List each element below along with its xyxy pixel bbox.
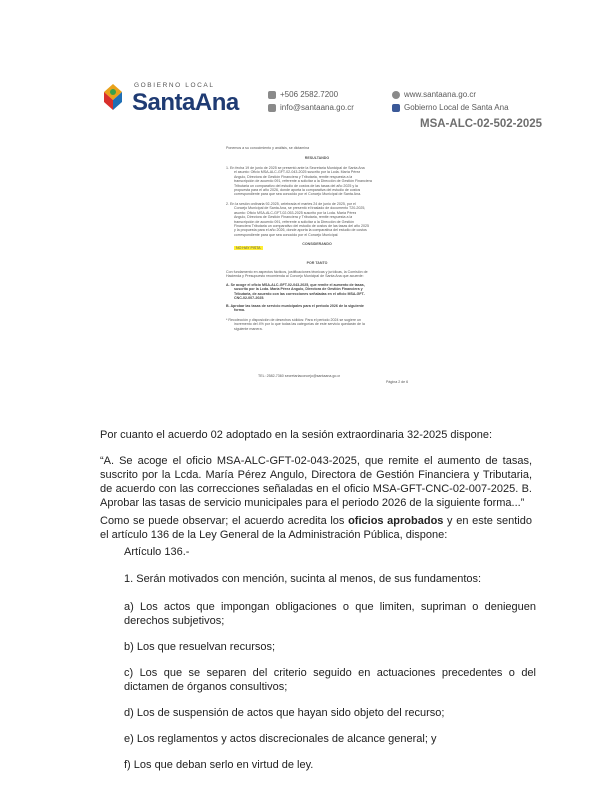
contact-left (268, 88, 354, 114)
embed-r1-line: propuesta para el año 2026, donde aporta la comparativa del estudio de costos (234, 188, 361, 192)
article-item-b: b) Los que resuelvan recursos; (124, 641, 276, 653)
embed-pb-line: forma. (234, 308, 245, 313)
embed-pb-line: B. Aprobar las tasas de servicio municipales para el periodo 2026 de la siguiente (226, 304, 364, 308)
embed-r1-line: correspondiente para que sea conocido por el Concejo Municipal de Santa Ana. (234, 192, 362, 197)
article-item-f: f) Los que deban serlo en virtud de ley. (124, 759, 314, 771)
embed-r1-line: Tributaria un comparativo del estudio de costos de las tasas del año 2025 y la (234, 183, 358, 188)
facebook-icon (392, 104, 400, 112)
embed-pa-line: CNC-02-007-2025. (234, 296, 265, 301)
embedded-document-image (222, 140, 412, 386)
document-reference: MSA-ALC-02-502-2025 (420, 118, 543, 130)
article-item-e: e) Los reglamentos y actos discrecionales de alcance general; y (124, 733, 437, 745)
embed-pa-line: suscrito por la Lcda. María Pérez Angulo, Directora de Gestión Financiera y (234, 287, 363, 292)
facebook-text: Gobierno Local de Santa Ana (404, 103, 509, 112)
phone-icon (268, 91, 276, 99)
article-item-d: d) Los de suspensión de actos que hayan sido objeto del recurso; (124, 707, 445, 719)
embed-pa-line: Tributaria, de acuerdo con las correcciones señaladas en el oficio MSA-GFT- (234, 291, 365, 296)
embed-r2-line: transcripción de acuerdo 091, referente a solicitar a la Dirección de Gestión (234, 219, 355, 224)
website-row (392, 88, 509, 101)
embed-considerando-title: CONSIDERANDO (302, 242, 332, 246)
embed-r2-line: asunto: Oficio MSA-ALC-GFT-02-053-2025 suscrito por la Lcda. María Pérez (234, 210, 357, 215)
embed-r2-line: Concejo Municipal de Santa Ana, se presentó el traslado de documento T20-2025, (234, 206, 366, 211)
article-item-1: 1. Serán motivados con mención, sucinta al menos, de sus fundamentos: (124, 573, 482, 585)
embed-footnote-line: * Recolección y disposición de desechos sólidos: Para el periodo 2024 se sugiere un (226, 318, 362, 322)
embed-pt-line: Hacienda y Presupuesto recomienda al Concejo Municipal de Santa Ana que acuerde: (226, 274, 364, 279)
phone-text: +506 2582.7200 (280, 90, 339, 99)
embed-pa-line: A. Se acoge el oficio MSA-ALC-GFT-02-043-2025, que remite el aumento de tasas, (226, 283, 365, 287)
email-text: info@santaana.go.cr (280, 103, 354, 112)
embed-r1-line: el asunto: Oficio MSA-ALC-GFT-02-043-2025 suscrito por la Lcda. María Pérez (234, 170, 361, 175)
web-icon (392, 91, 400, 99)
embed-r2-line: Angulo, Directora de Gestión Financiera y Tributaria, remite respuesta a la (234, 215, 353, 220)
embed-r1-line: Angulo, Directora de Gestión Financiera y Tributaria, remite respuesta a la (234, 174, 353, 179)
embed-intro: Ponemos a su conocimiento y análisis, se dictamina (226, 146, 310, 150)
analysis-text-1: Como se puede observar; el acuerdo acredita los (100, 515, 349, 527)
analysis-text-2: y en este sentido el artículo 136 de la Ley General de la Administración Pública, dispone: (100, 515, 532, 541)
website-text: www.santaana.go.cr (404, 90, 477, 99)
paragraph-analysis (100, 514, 532, 542)
embed-r2-line: Financiera Tributaria un comparativo del estudio de costos de las tasas del año 2025 (234, 224, 370, 228)
embed-footnote-line: incremento del 4% por lo que todas las categorías de este servicio quedarán de la (234, 322, 365, 327)
embed-r1-line: 1. En fecha 19 de junio de 2025 se presentó ante la Secretaría Municipal de Santa Ana (226, 166, 365, 170)
facebook-row (392, 101, 509, 114)
article-heading: Artículo 136.- (124, 546, 190, 558)
paragraph-intro: Por cuanto el acuerdo 02 adoptado en la sesión extraordinaria 32-2025 dispone: (100, 429, 492, 441)
embed-r1-line: transcripción de acuerdo 091, referente a solicitar a la Dirección de Gestión Financiera (234, 179, 372, 184)
contact-right (392, 88, 509, 114)
embed-por-tanto-title: POR TANTO (306, 261, 328, 265)
phone-row (268, 88, 354, 101)
logo-top-text: GOBIERNO LOCAL (134, 82, 215, 89)
embed-resultando-title: RESULTANDO (304, 156, 330, 160)
quoted-agreement: “A. Se acoge el oficio MSA-ALC-GFT-02-043-2025, que remite el aumento de tasas, suscrito por la Lcda. María Pérez Angulo, Directora de Gestión Financiera y Tributaria, de acuerdo con las correcciones señaladas en el oficio MSA-GFT-CNC-02-007-2025. B. Aprobar las tasas de servicio municipales para el periodo 2026 de la siguiente forma...” (100, 455, 532, 509)
embed-page-number: Página 2 de 6 (386, 380, 409, 384)
embed-r2-line: correspondiente para que sea conocido por el Concejo Municipal. (234, 232, 339, 237)
article-item-a: a) Los actos que impongan obligaciones o que limiten, supriman o denieguen derechos subjetivos; (124, 601, 536, 627)
embed-highlight-text: NO HAY PISTA (236, 246, 261, 250)
embed-footer: TEL: 2582-7360 secretariaconcejo@santaana.go.cr (258, 374, 341, 378)
article-item-c: c) Los que se separen del criterio seguido en actuaciones precedentes o del dictamen de órganos consultivos; (124, 667, 536, 693)
municipal-logo (100, 80, 260, 120)
logo-main-text: SantaAna (132, 89, 239, 116)
embed-pt-line: Con fundamento en aspectos fácticos, justificaciones técnicas y jurídicas, la Comisión de (226, 270, 368, 274)
embed-highlight (234, 246, 263, 250)
embed-r2-line: 2. En la sesión ordinaria 92-2025, celebrada el martes 24 de junio de 2025, por el (226, 202, 356, 206)
logo-mark-icon (100, 82, 126, 112)
embed-footnote-line: siguiente manera. (234, 326, 263, 331)
email-row (268, 101, 354, 114)
mail-icon (268, 104, 276, 112)
analysis-bold: oficios aprobados (348, 515, 444, 527)
embed-r2-line: y la propuesta para el año 2026, donde aporta la comparativa del estudio de costos (234, 228, 367, 233)
